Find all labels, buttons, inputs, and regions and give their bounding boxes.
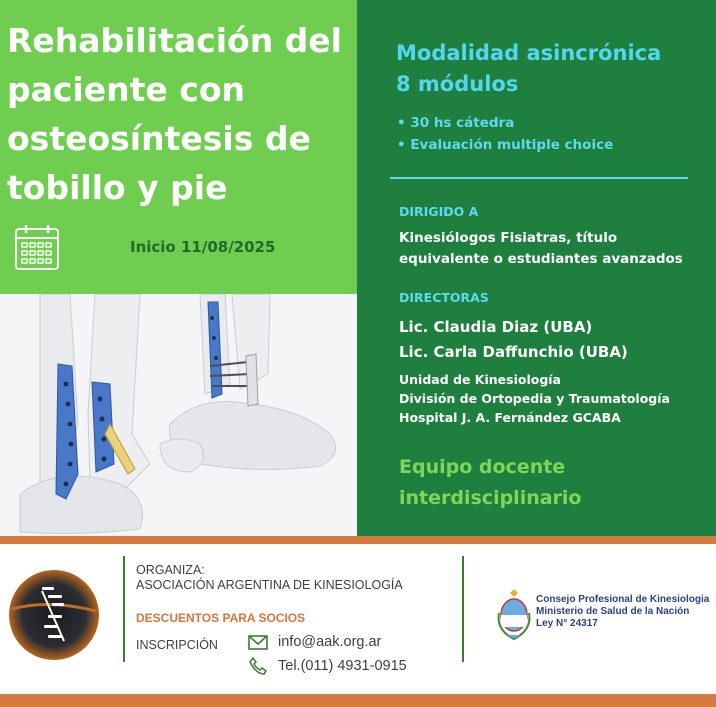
institution-info (399, 370, 670, 427)
institution-line: Hospital J. A. Fernández GCABA (399, 410, 621, 425)
footer-top-stripe (0, 536, 716, 544)
modules-count: 8 módulos (396, 72, 519, 96)
council-seal-block (494, 585, 714, 645)
title-line: osteosíntesis de (7, 119, 311, 158)
start-date: Inicio 11/08/2025 (130, 238, 276, 256)
title-panel (0, 0, 357, 294)
institution-line: División de Ortopedia y Traumatología (399, 391, 670, 406)
title-line: Rehabilitación del (7, 21, 342, 60)
ankle-bones-image (0, 294, 357, 536)
directors-label: DIRECTORAS (399, 290, 489, 305)
organizer-info (136, 563, 403, 593)
modality-line: Modalidad asincrónica (396, 41, 662, 65)
team-line: interdisciplinario (399, 487, 582, 509)
council-text (536, 594, 709, 630)
envelope-icon (248, 635, 268, 650)
council-line: Ley N° 24317 (536, 618, 598, 629)
course-features (397, 112, 613, 156)
course-title (7, 16, 352, 212)
argentina-seal-icon (494, 585, 534, 643)
title-line: paciente con (7, 70, 246, 109)
directors-list (399, 315, 628, 365)
audience-line: Kinesiólogos Fisiatras, título (399, 230, 618, 246)
ankle-implant-illustration (0, 294, 357, 536)
teaching-team (399, 452, 582, 514)
footer-divider (462, 556, 464, 662)
email-text[interactable]: info@aak.org.ar (278, 634, 382, 650)
aak-logo (8, 569, 100, 661)
council-line: Consejo Profesional de Kinesiologia (536, 594, 710, 605)
feature-item: • 30 hs cátedra (397, 115, 515, 131)
feature-item: • Evaluación multiple choice (397, 137, 614, 153)
audience-line: equivalente o estudiantes avanzados (399, 251, 683, 267)
organizer-name: ASOCIACIÓN ARGENTINA DE KINESIOLOGÍA (136, 578, 403, 592)
info-panel (357, 0, 716, 536)
director-name: Lic. Claudia Diaz (UBA) (399, 318, 593, 336)
team-line: Equipo docente (399, 456, 566, 478)
section-divider (390, 177, 688, 179)
phone-icon (248, 656, 268, 676)
phone-text[interactable]: Tel.(011) 4931-0915 (278, 658, 407, 674)
council-line: Ministerio de Salud de la Nación (536, 606, 690, 617)
signup-label: INSCRIPCIÓN (136, 638, 218, 652)
footer (0, 544, 716, 694)
organizer-label: ORGANIZA: (136, 563, 205, 577)
audience-text (399, 228, 715, 270)
footer-bottom-stripe (0, 694, 716, 707)
audience-label: DIRIGIDO A (399, 204, 479, 219)
title-line: tobillo y pie (7, 168, 228, 207)
contact-phone[interactable] (248, 656, 407, 676)
footer-divider (123, 556, 125, 662)
modality-heading (396, 38, 661, 100)
calendar-icon (14, 223, 60, 271)
director-name: Lic. Carla Daffunchio (UBA) (399, 343, 628, 361)
contact-email[interactable] (248, 634, 381, 650)
institution-line: Unidad de Kinesiología (399, 372, 561, 387)
member-discount: DESCUENTOS PARA SOCIOS (136, 611, 306, 625)
